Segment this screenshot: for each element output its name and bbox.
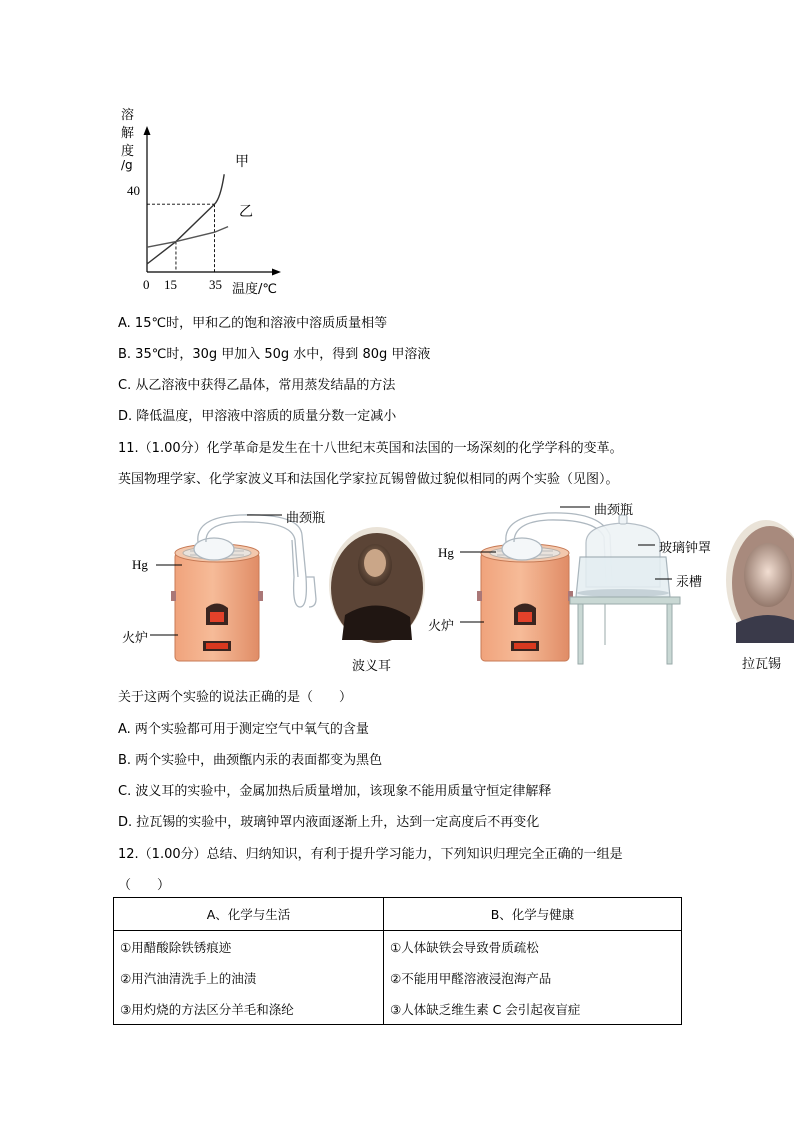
bell-jar-label: 玻璃钟罩 [659, 541, 712, 556]
ylabel-char: 溶 [121, 108, 135, 123]
ylabel-char: 解 [121, 126, 135, 141]
boyle-label: 波义耳 [352, 659, 392, 674]
q11-option-d: D. 拉瓦锡的实验中，玻璃钟罩内液面逐渐上升，达到一定高度后不再变化 [118, 815, 540, 830]
table-cell: ③人体缺乏维生素 C 会引起夜盲症 [384, 993, 682, 1025]
right-retort-label: 曲颈瓶 [594, 503, 634, 518]
trough-label: 汞槽 [676, 575, 703, 590]
right-furnace [477, 544, 573, 661]
lavoisier-label: 拉瓦锡 [742, 657, 782, 672]
table-cell: ②用汽油清洗手上的油渍 [114, 962, 384, 993]
x-axis-arrow [272, 269, 281, 276]
series-line-jia [147, 174, 224, 264]
experiment-figure [0, 495, 794, 680]
left-furnace [171, 544, 263, 661]
left-furnace-label: 火炉 [122, 631, 149, 646]
q11-stem-line1: 11.（1.00分）化学革命是发生在十八世纪末英国和法国的一场深刻的化学学科的变革。 [118, 441, 623, 456]
origin-label: 0 [143, 277, 150, 292]
ylabel-unit: /g [121, 158, 133, 172]
table-header-a: A、化学与生活 [114, 898, 384, 931]
table-cell: ①人体缺铁会导致骨质疏松 [384, 931, 682, 963]
table-row [114, 993, 682, 1025]
q10-option-d: D. 降低温度，甲溶液中溶质的质量分数一定减小 [118, 409, 397, 424]
x-tick-15: 15 [164, 277, 177, 292]
table-row [114, 962, 682, 993]
q11-stem-line2: 英国物理学家、化学家波义耳和法国化学家拉瓦锡曾做过貌似相同的两个实验（见图）。 [118, 472, 619, 487]
right-hg-label: Hg [438, 545, 454, 560]
q11-option-c: C. 波义耳的实验中，金属加热后质量增加，该现象不能用质量守恒定律解释 [118, 784, 552, 799]
q10-option-a: A. 15℃时，甲和乙的饱和溶液中溶质质量相等 [118, 316, 388, 331]
x-tick-35: 35 [209, 277, 222, 292]
q11-option-a: A. 两个实验都可用于测定空气中氧气的含量 [118, 722, 369, 737]
y-tick-40: 40 [127, 183, 140, 198]
solubility-plot [115, 100, 315, 300]
y-axis-arrow [144, 126, 151, 135]
q10-option-c: C. 从乙溶液中获得乙晶体，常用蒸发结晶的方法 [118, 378, 396, 393]
table-cell: ②不能用甲醛溶液浸泡海产品 [384, 962, 682, 993]
series-label-jia: 甲 [235, 154, 249, 170]
q12-paren: （ ） [118, 878, 171, 893]
table-row [114, 931, 682, 963]
right-furnace-label: 火炉 [428, 619, 455, 634]
q12-stem: 12.（1.00分）总结、归纳知识，有利于提升学习能力，下列知识归理完全正确的一组是 [118, 847, 623, 862]
series-label-yi: 乙 [239, 204, 253, 220]
table-cell: ①用醋酸除铁锈痕迹 [114, 931, 384, 963]
x-axis-label: 温度/℃ [232, 282, 277, 297]
table-cell: ③用灼烧的方法区分羊毛和涤纶 [114, 993, 384, 1025]
q11-question: 关于这两个实验的说法正确的是（ ） [118, 690, 353, 705]
boyle-portrait [329, 527, 425, 643]
solubility-chart [115, 100, 315, 300]
q10-option-b: B. 35℃时，30g 甲加入 50g 水中，得到 80g 甲溶液 [118, 347, 431, 362]
table-header-b: B、化学与健康 [384, 898, 682, 931]
left-retort-label: 曲颈瓶 [286, 511, 326, 526]
lavoisier-portrait [726, 520, 794, 643]
left-hg-label: Hg [132, 557, 148, 572]
q12-table [113, 897, 682, 1025]
q11-option-b: B. 两个实验中，曲颈甑内汞的表面都变为黑色 [118, 753, 383, 768]
ylabel-char: 度 [121, 144, 135, 159]
